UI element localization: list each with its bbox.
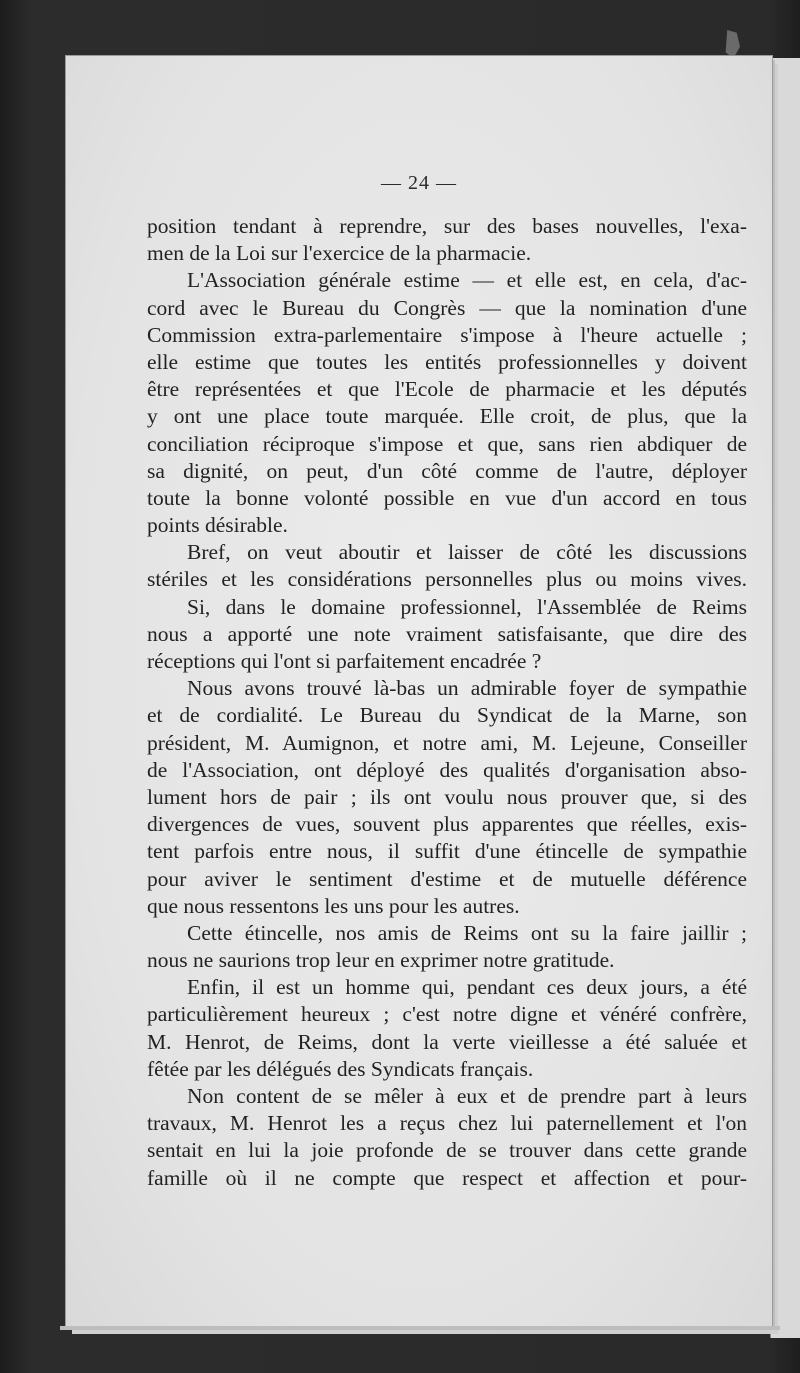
text-line: Nous avons trouvé là-bas un admirable foyer de sympathie [187, 676, 747, 701]
text-line: réceptions qui l'ont si parfaitement encadrée ? [147, 649, 542, 673]
text-line: Non content de se mêler à eux et de prendre part à leurs [187, 1084, 747, 1108]
text-line: de l'Association, ont déployé des qualités d'organisation abso- [147, 757, 747, 782]
text-line: sentait en lui la joie profonde de se trouver dans cette grande [147, 1138, 747, 1163]
text-line: nous ne saurions trop leur en exprimer notre gratitude. [147, 948, 615, 973]
text-line: fêtée par les délégués des Syndicats français. [147, 1056, 534, 1081]
text-line: Enfin, il est un homme qui, pendant ces deux jours, a été [187, 975, 747, 1000]
text-line: tent parfois entre nous, il suffit d'une étincelle de sympathie [147, 839, 747, 864]
text-line: men de la Loi sur l'exercice de la pharmacie. [147, 241, 532, 266]
underlying-page-edge [770, 58, 800, 1338]
text-line: Commission extra-parlementaire s'impose à l'heure actuelle ; [147, 322, 747, 347]
text-line: et de cordialité. Le Bureau du Syndicat de la Marne, son [147, 703, 747, 728]
text-line: être représentées et que l'Ecole de pharmacie et les députés [147, 377, 747, 402]
text-line: stériles et les considérations personnelles plus ou moins vives. [147, 567, 747, 592]
text-line: y ont une place toute marquée. Elle croit, de plus, que la [147, 404, 747, 429]
text-line: président, M. Aumignon, et notre ami, M. Lejeune, Conseiller [147, 730, 747, 755]
text-line: sa dignité, on peut, d'un côté comme de l'autre, déployer [147, 458, 747, 483]
text-line: Bref, on veut aboutir et laisser de côté les discussions [187, 540, 747, 565]
text-line: Si, dans le domaine professionnel, l'Assemblée de Reims [187, 594, 747, 619]
text-line: toute la bonne volonté possible en vue d'un accord en tous [147, 485, 747, 510]
text-line: elle estime que toutes les entités professionnelles y doivent [147, 349, 747, 374]
text-line: L'Association générale estime — et elle est, en cela, d'ac- [187, 268, 747, 293]
page-number: — 24 — [381, 172, 457, 194]
body-text [147, 213, 747, 1192]
text-line: M. Henrot, de Reims, dont la verte vieillesse a été saluée et [147, 1029, 747, 1054]
text-line: cord avec le Bureau du Congrès — que la nomination d'une [147, 295, 747, 320]
text-line: Cette étincelle, nos amis de Reims ont su la faire jaillir ; [187, 920, 747, 945]
text-line: famille où il ne compte que respect et affection et pour- [147, 1165, 747, 1190]
text-line: points désirable. [147, 513, 288, 538]
text-line: lument hors de pair ; ils ont voulu nous prouver que, si des [147, 784, 747, 809]
text-line: que nous ressentons les uns pour les autres. [147, 893, 520, 918]
text-line: position tendant à reprendre, sur des bases nouvelles, l'exa- [147, 214, 747, 238]
document-page [66, 56, 772, 1326]
text-line: particulièrement heureux ; c'est notre digne et vénéré confrère, [147, 1002, 747, 1027]
text-line: divergences de vues, souvent plus apparentes que réelles, exis- [147, 812, 747, 837]
text-line: travaux, M. Henrot les a reçus chez lui paternellement et l'on [147, 1111, 747, 1136]
text-line: conciliation réciproque s'impose et que, sans rien abdiquer de [147, 431, 747, 456]
page-bottom-edge [60, 1326, 780, 1330]
text-line: nous a apporté une note vraiment satisfaisante, que dire des [147, 621, 747, 646]
text-line: pour aviver le sentiment d'estime et de mutuelle déférence [147, 866, 747, 891]
